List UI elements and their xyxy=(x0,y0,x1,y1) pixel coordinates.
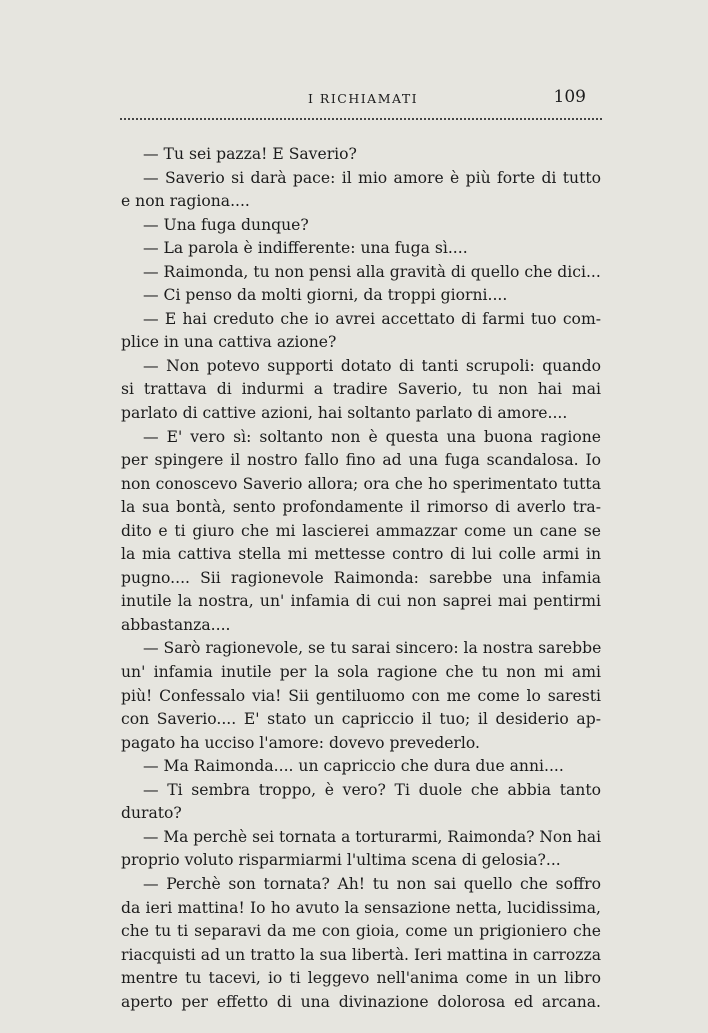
text-line: per spingere il nostro fallo fino ad una fuga scandalosa. Io xyxy=(121,451,601,470)
running-title: I RICHIAMATI xyxy=(308,91,419,106)
text-line: — Saverio si darà pace: il mio amore è più forte di tutto xyxy=(143,168,601,187)
text-line: inutile la nostra, un' infamia di cui non saprei mai pentirmi xyxy=(121,592,601,611)
text-line: — Sarò ragionevole, se tu sarai sincero: la nostra sarebbe xyxy=(143,639,602,658)
text-line: durato? xyxy=(121,804,182,823)
text-line: un' infamia inutile per la sola ragione che tu non mi ami xyxy=(121,663,601,682)
text-line: — Perchè son tornata? Ah! tu non sai quello che soffro xyxy=(143,874,601,893)
text-line: da ieri mattina! Io ho avuto la sensazione netta, lucidissima, xyxy=(121,898,601,917)
text-line: — E hai creduto che io avrei accettato di farmi tuo com- xyxy=(143,309,601,328)
text-line: — Tu sei pazza! E Saverio? xyxy=(143,145,357,163)
text-line: la sua bontà, sento profondamente il rimorso di averlo tra- xyxy=(121,498,601,517)
text-line: — Ti sembra troppo, è vero? Ti duole che abbia tanto xyxy=(143,780,601,799)
text-line: — Raimonda, tu non pensi alla gravità di quello che dici... xyxy=(143,262,601,281)
text-line: parlato di cattive azioni, hai soltanto parlato di amore.... xyxy=(121,404,568,423)
text-line: la mia cattiva stella mi mettesse contro di lui colle armi in xyxy=(121,545,601,564)
text-line: pagato ha ucciso l'amore: dovevo prevederlo. xyxy=(121,733,480,752)
page-number: 109 xyxy=(553,87,586,107)
text-line: — Ma perchè sei tornata a torturarmi, Raimonda? Non hai xyxy=(143,827,601,846)
text-line: proprio voluto risparmiarmi l'ultima scena di gelosia?... xyxy=(121,851,561,870)
text-line: riacquisti ad un tratto la sua libertà. Ieri mattina in carrozza xyxy=(121,945,601,964)
text-line: mentre tu tacevi, io ti leggevo nell'anima come in un libro xyxy=(121,969,601,988)
text-line: aperto per effetto di una divinazione dolorosa ed arcana. xyxy=(121,992,601,1011)
text-line: — E' vero sì: soltanto non è questa una buona ragione xyxy=(143,427,601,446)
text-line: abbastanza.... xyxy=(121,615,231,634)
body-text xyxy=(121,143,601,1014)
text-line: — Ci penso da molti giorni, da troppi giorni.... xyxy=(143,286,508,305)
text-line: più! Confessalo via! Sii gentiluomo con me come lo saresti xyxy=(121,686,601,705)
page-header xyxy=(120,86,602,114)
text-line: e non ragiona.... xyxy=(121,192,250,211)
text-line: dito e ti giuro che mi lascierei ammazzar come un cane se xyxy=(121,521,601,540)
text-line: non conoscevo Saverio allora; ora che ho sperimentato tutta xyxy=(121,474,601,493)
text-line: — Ma Raimonda.... un capriccio che dura due anni.... xyxy=(143,757,564,776)
text-line: — La parola è indifferente: una fuga sì.... xyxy=(143,239,468,258)
text-line: pugno.... Sii ragionevole Raimonda: sarebbe una infamia xyxy=(121,568,601,587)
text-line: si trattava di indurmi a tradire Saverio, tu non hai mai xyxy=(121,380,601,399)
text-line: — Una fuga dunque? xyxy=(143,215,309,234)
text-line: plice in una cattiva azione? xyxy=(121,333,337,352)
text-line: con Saverio.... E' stato un capriccio il tuo; il desiderio ap- xyxy=(121,710,601,729)
text-line: che tu ti separavi da me con gioia, come un prigioniero che xyxy=(121,922,601,941)
text-line: — Non potevo supporti dotato di tanti scrupoli: quando xyxy=(143,356,601,375)
header-rule xyxy=(120,118,602,120)
